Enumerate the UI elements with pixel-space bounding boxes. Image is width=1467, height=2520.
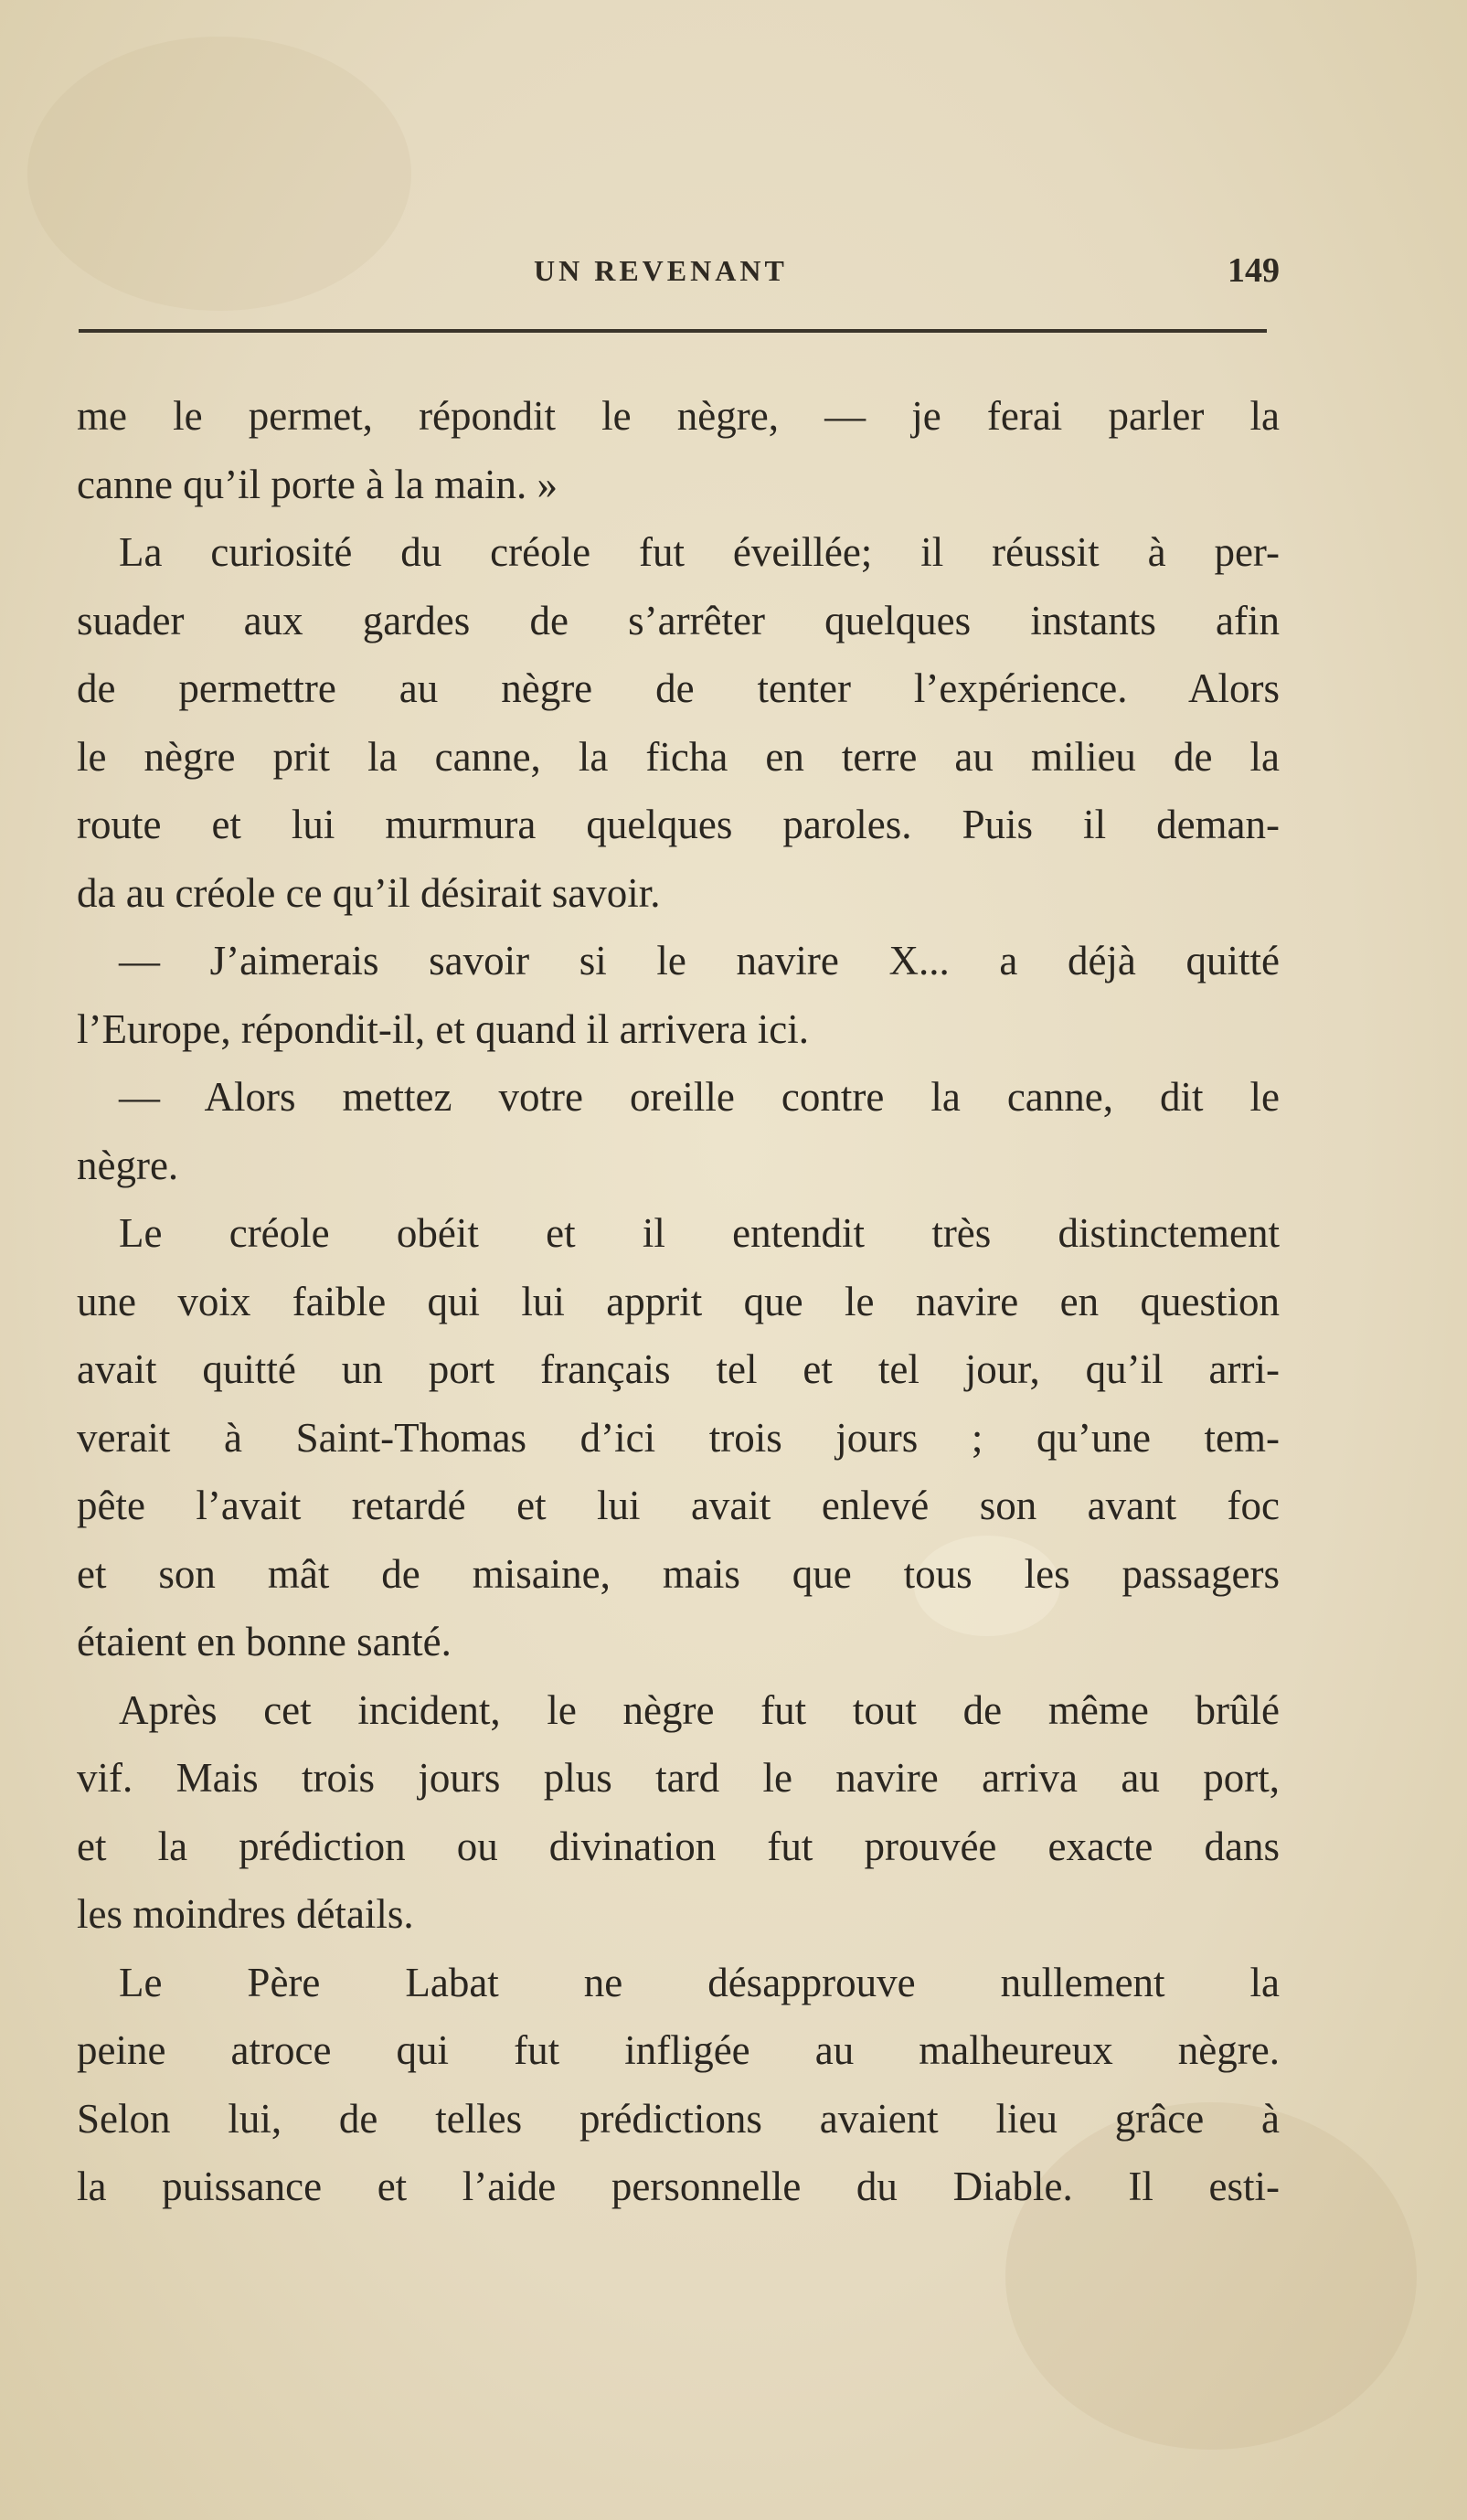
text-line: verait à Saint-Thomas d’ici trois jours ; qu’une tem- [77, 1414, 1280, 1461]
text-line: Selon lui, de telles prédictions avaient lieu grâce à [77, 2095, 1280, 2142]
text-line: — Alors mettez votre oreille contre la canne, dit le [119, 1074, 1280, 1120]
text-line: vif. Mais trois jours plus tard le navire arriva au port, [77, 1755, 1280, 1801]
text-line: route et lui murmura quelques paroles. Puis il deman- [77, 802, 1280, 847]
text-line: les moindres détails. [77, 1891, 414, 1937]
text-line: de permettre au nègre de tenter l’expérience. Alors [77, 665, 1280, 711]
text-line: peine atroce qui fut infligée au malheureux nègre. [77, 2027, 1280, 2073]
text-line: Après cet incident, le nègre fut tout de même brûlé [119, 1686, 1280, 1733]
text-line: nègre. [77, 1142, 179, 1188]
text-line: suader aux gardes de s’arrêter quelques instants afin [77, 597, 1280, 643]
text-line: la puissance et l’aide personnelle du Diable. Il esti- [77, 2164, 1280, 2209]
text-line: étaient en bonne santé. [77, 1619, 452, 1664]
text-line: et la prédiction ou divination fut prouvée exacte dans [77, 1823, 1280, 1869]
text-line: Le créole obéit et il entendit très distinctement [119, 1210, 1280, 1256]
text-line: et son mât de misaine, mais que tous les passagers [77, 1550, 1280, 1597]
running-head [77, 251, 1280, 300]
header-rule [79, 329, 1267, 333]
text-line: me le permet, répondit le nègre, — je ferai parler la [77, 393, 1280, 439]
text-line: l’Europe, répondit-il, et quand il arrivera ici. [77, 1005, 809, 1052]
text-line: le nègre prit la canne, la ficha en terre au milieu de la [77, 733, 1280, 780]
text-line: canne qu’il porte à la main. » [77, 461, 558, 507]
text-line: La curiosité du créole fut éveillée; il réussit à per- [119, 529, 1280, 575]
body-text [77, 382, 1280, 2221]
page-number: 149 [1228, 251, 1280, 290]
text-line: Le Père Labat ne désapprouve nullement la [119, 1959, 1280, 2005]
text-line: une voix faible qui lui apprit que le navire en question [77, 1278, 1280, 1324]
text-line: pête l’avait retardé et lui avait enlevé son avant foc [77, 1483, 1280, 1528]
text-line: da au créole ce qu’il désirait savoir. [77, 869, 661, 916]
text-line: — J’aimerais savoir si le navire X... a déjà quitté [119, 938, 1280, 984]
text-line: avait quitté un port français tel et tel jour, qu’il arri- [77, 1346, 1280, 1392]
running-head-title: UN REVENANT [534, 254, 788, 287]
